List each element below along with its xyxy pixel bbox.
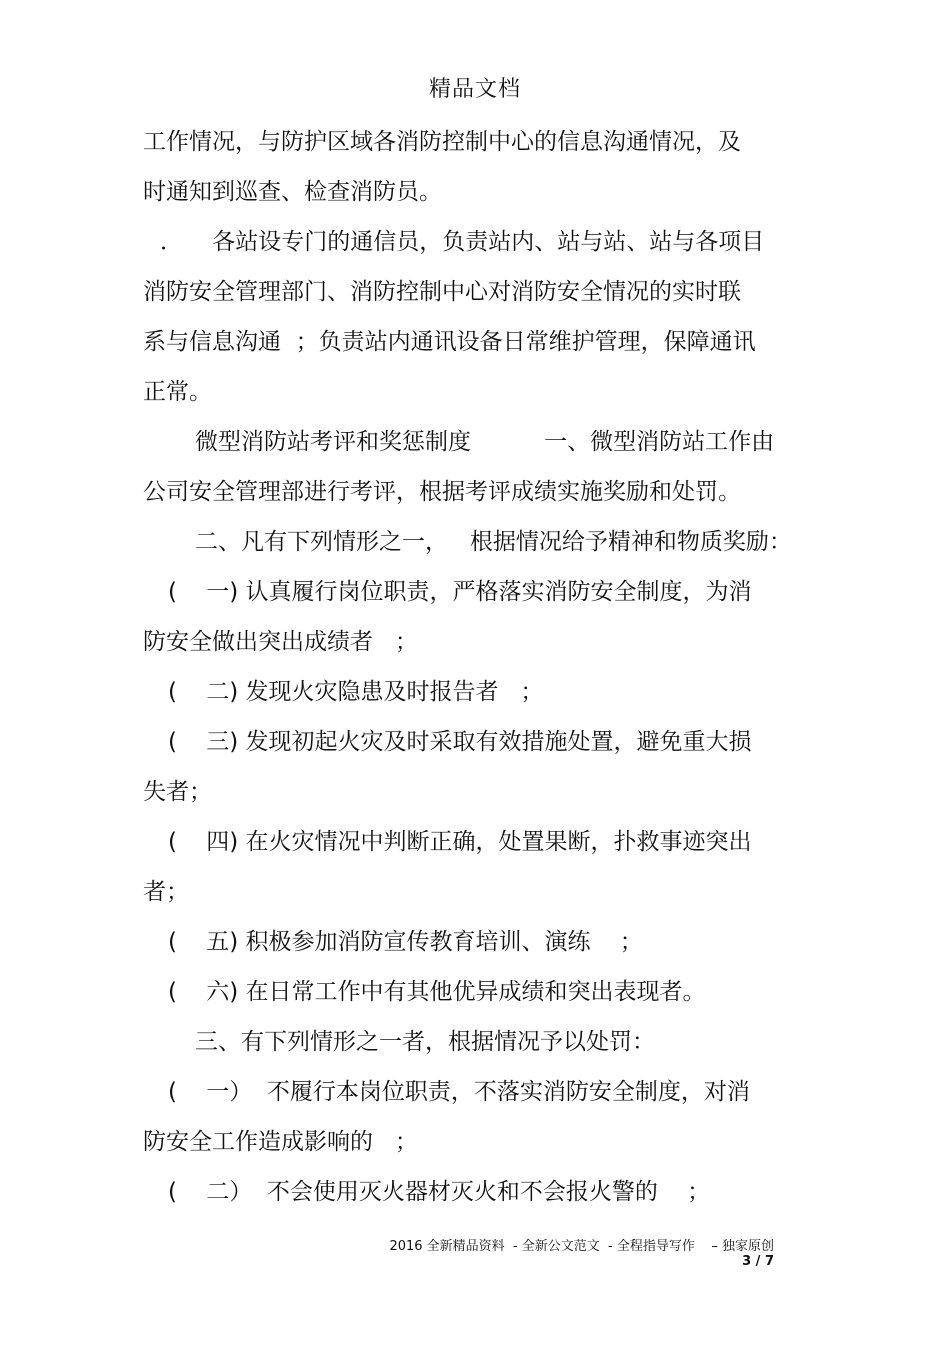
text-line: 二、凡有下列情形之一， 根据情况给予精神和物质奖励： [195, 529, 792, 555]
text-line: 者； [143, 879, 189, 905]
text-line: ( 三) 发现初起火灾及时采取有效措施处置，避免重大损 [168, 729, 752, 755]
text-line: 公司安全管理部进行考评，根据考评成绩实施奖励和处罚。 [143, 479, 741, 505]
footer-text: 2016 全新精品资料 - 全新公文范文 - 全程指导写作 – 独家原创 [389, 1239, 774, 1254]
text-line: ． 各站设专门的通信员，负责站内、站与站、站与各项目 [160, 229, 765, 255]
text-line: 系与信息沟通 ；负责站内通讯设备日常维护管理，保障通讯 [143, 329, 756, 355]
text-line: ( 二) 发现火灾隐患及时报告者 ； [168, 679, 544, 705]
text-line: 正常。 [143, 379, 212, 405]
page-header-title: 精品文档 [428, 77, 521, 102]
text-line: ( 一) 认真履行岗位职责，严格落实消防安全制度，为消 [168, 579, 752, 605]
text-line: 工作情况，与防护区域各消防控制中心的信息沟通情况，及 [143, 129, 741, 155]
text-line: ( 一） 不履行本岗位职责，不落实消防安全制度，对消 [168, 1079, 750, 1105]
text-line: 消防安全管理部门、消防控制中心对消防安全情况的实时联 [143, 279, 741, 305]
text-line: 防安全工作造成影响的 ； [143, 1129, 418, 1155]
text-line: ( 五) 积极参加消防宣传教育培训、演练 ； [168, 929, 643, 955]
text-line: 三、有下列情形之一者，根据情况予以处罚： [195, 1029, 655, 1055]
text-line: ( 六) 在日常工作中有其他优异成绩和突出表现者。 [168, 979, 706, 1005]
text-line: 时通知到巡查、检查消防员。 [143, 179, 442, 205]
text-line: ( 四) 在火灾情况中判断正确，处置果断，扑救事迹突出 [168, 829, 752, 855]
text-line: 防安全做出突出成绩者 ； [143, 629, 418, 655]
text-line: 失者； [143, 779, 212, 805]
text-line: ( 二） 不会使用灭火器材灭火和不会报火警的 ； [168, 1179, 711, 1205]
page-number: 3 / 7 [742, 1254, 774, 1269]
text-line: 微型消防站考评和奖惩制度 一、微型消防站工作由 [195, 429, 775, 455]
